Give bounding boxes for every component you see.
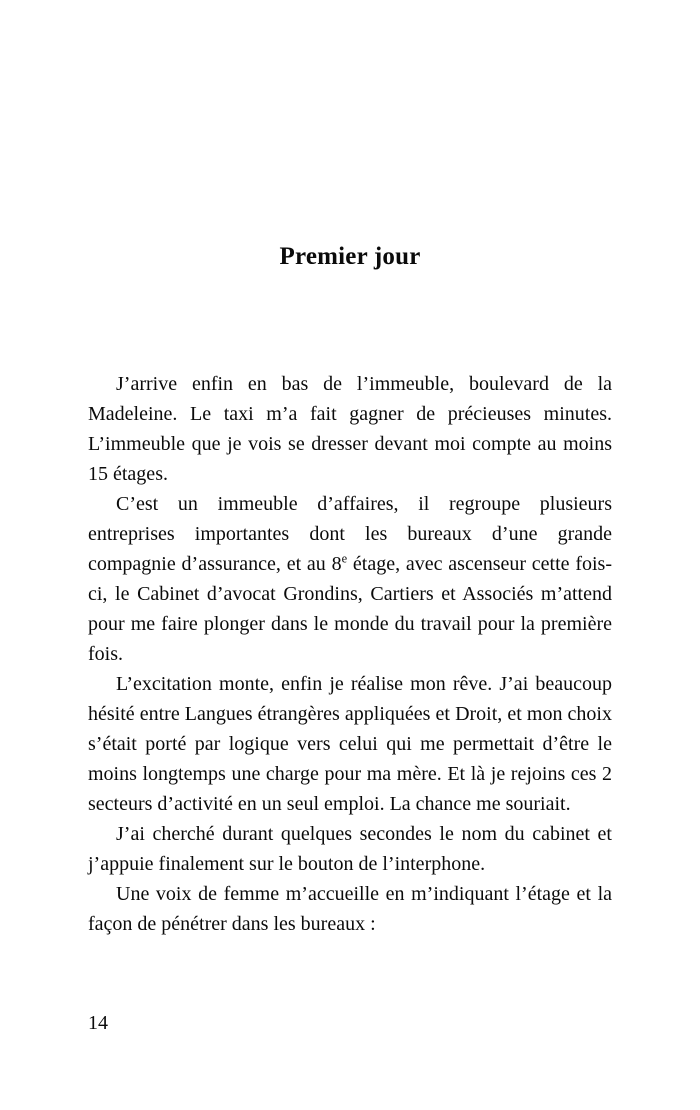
paragraph-4-text: J’ai cherché durant quelques secondes le nom du cabinet et j’appuie finalement sur le bouton de l’interphone. bbox=[88, 823, 612, 875]
paragraph-2-text-before-superscript: C’est un immeuble d’affaires, il regroupe plusieurs entreprises importantes dont les bureaux d’une grande compagnie d’assurance, et au 8 bbox=[88, 493, 612, 575]
paragraph-1 bbox=[88, 369, 612, 489]
body-text bbox=[88, 369, 612, 939]
paragraph-3 bbox=[88, 669, 612, 819]
chapter-title: Premier jour bbox=[279, 243, 421, 270]
page-number: 14 bbox=[88, 1012, 108, 1034]
paragraph-5-text: Une voix de femme m’accueille en m’indiquant l’étage et la façon de pénétrer dans les bureaux : bbox=[88, 883, 612, 935]
paragraph-1-text: J’arrive enfin en bas de l’immeuble, boulevard de la Madeleine. Le taxi m’a fait gagner de précieuses minutes. L’immeuble que je vois se dresser devant moi compte au moins 15 étages. bbox=[88, 373, 612, 485]
paragraph-4 bbox=[88, 819, 612, 879]
paragraph-5 bbox=[88, 879, 612, 939]
ordinal-superscript: e bbox=[341, 551, 348, 566]
paragraph-3-text: L’excitation monte, enfin je réalise mon rêve. J’ai beaucoup hésité entre Langues étrangères appliquées et Droit, et mon choix s’était porté par logique vers celui qui me permettait d’être le moins longtemps une charge pour ma mère. Et là je rejoins ces 2 secteurs d’activité en un seul emploi. La chance me souriait. bbox=[88, 673, 612, 815]
paragraph-2 bbox=[88, 489, 612, 669]
paragraph-2-text-after-superscript: étage, avec ascenseur cette fois-ci, le Cabinet d’avocat Grondins, Cartiers et Associés m’attend pour me faire plonger dans le monde du travail pour la première fois. bbox=[88, 553, 612, 665]
